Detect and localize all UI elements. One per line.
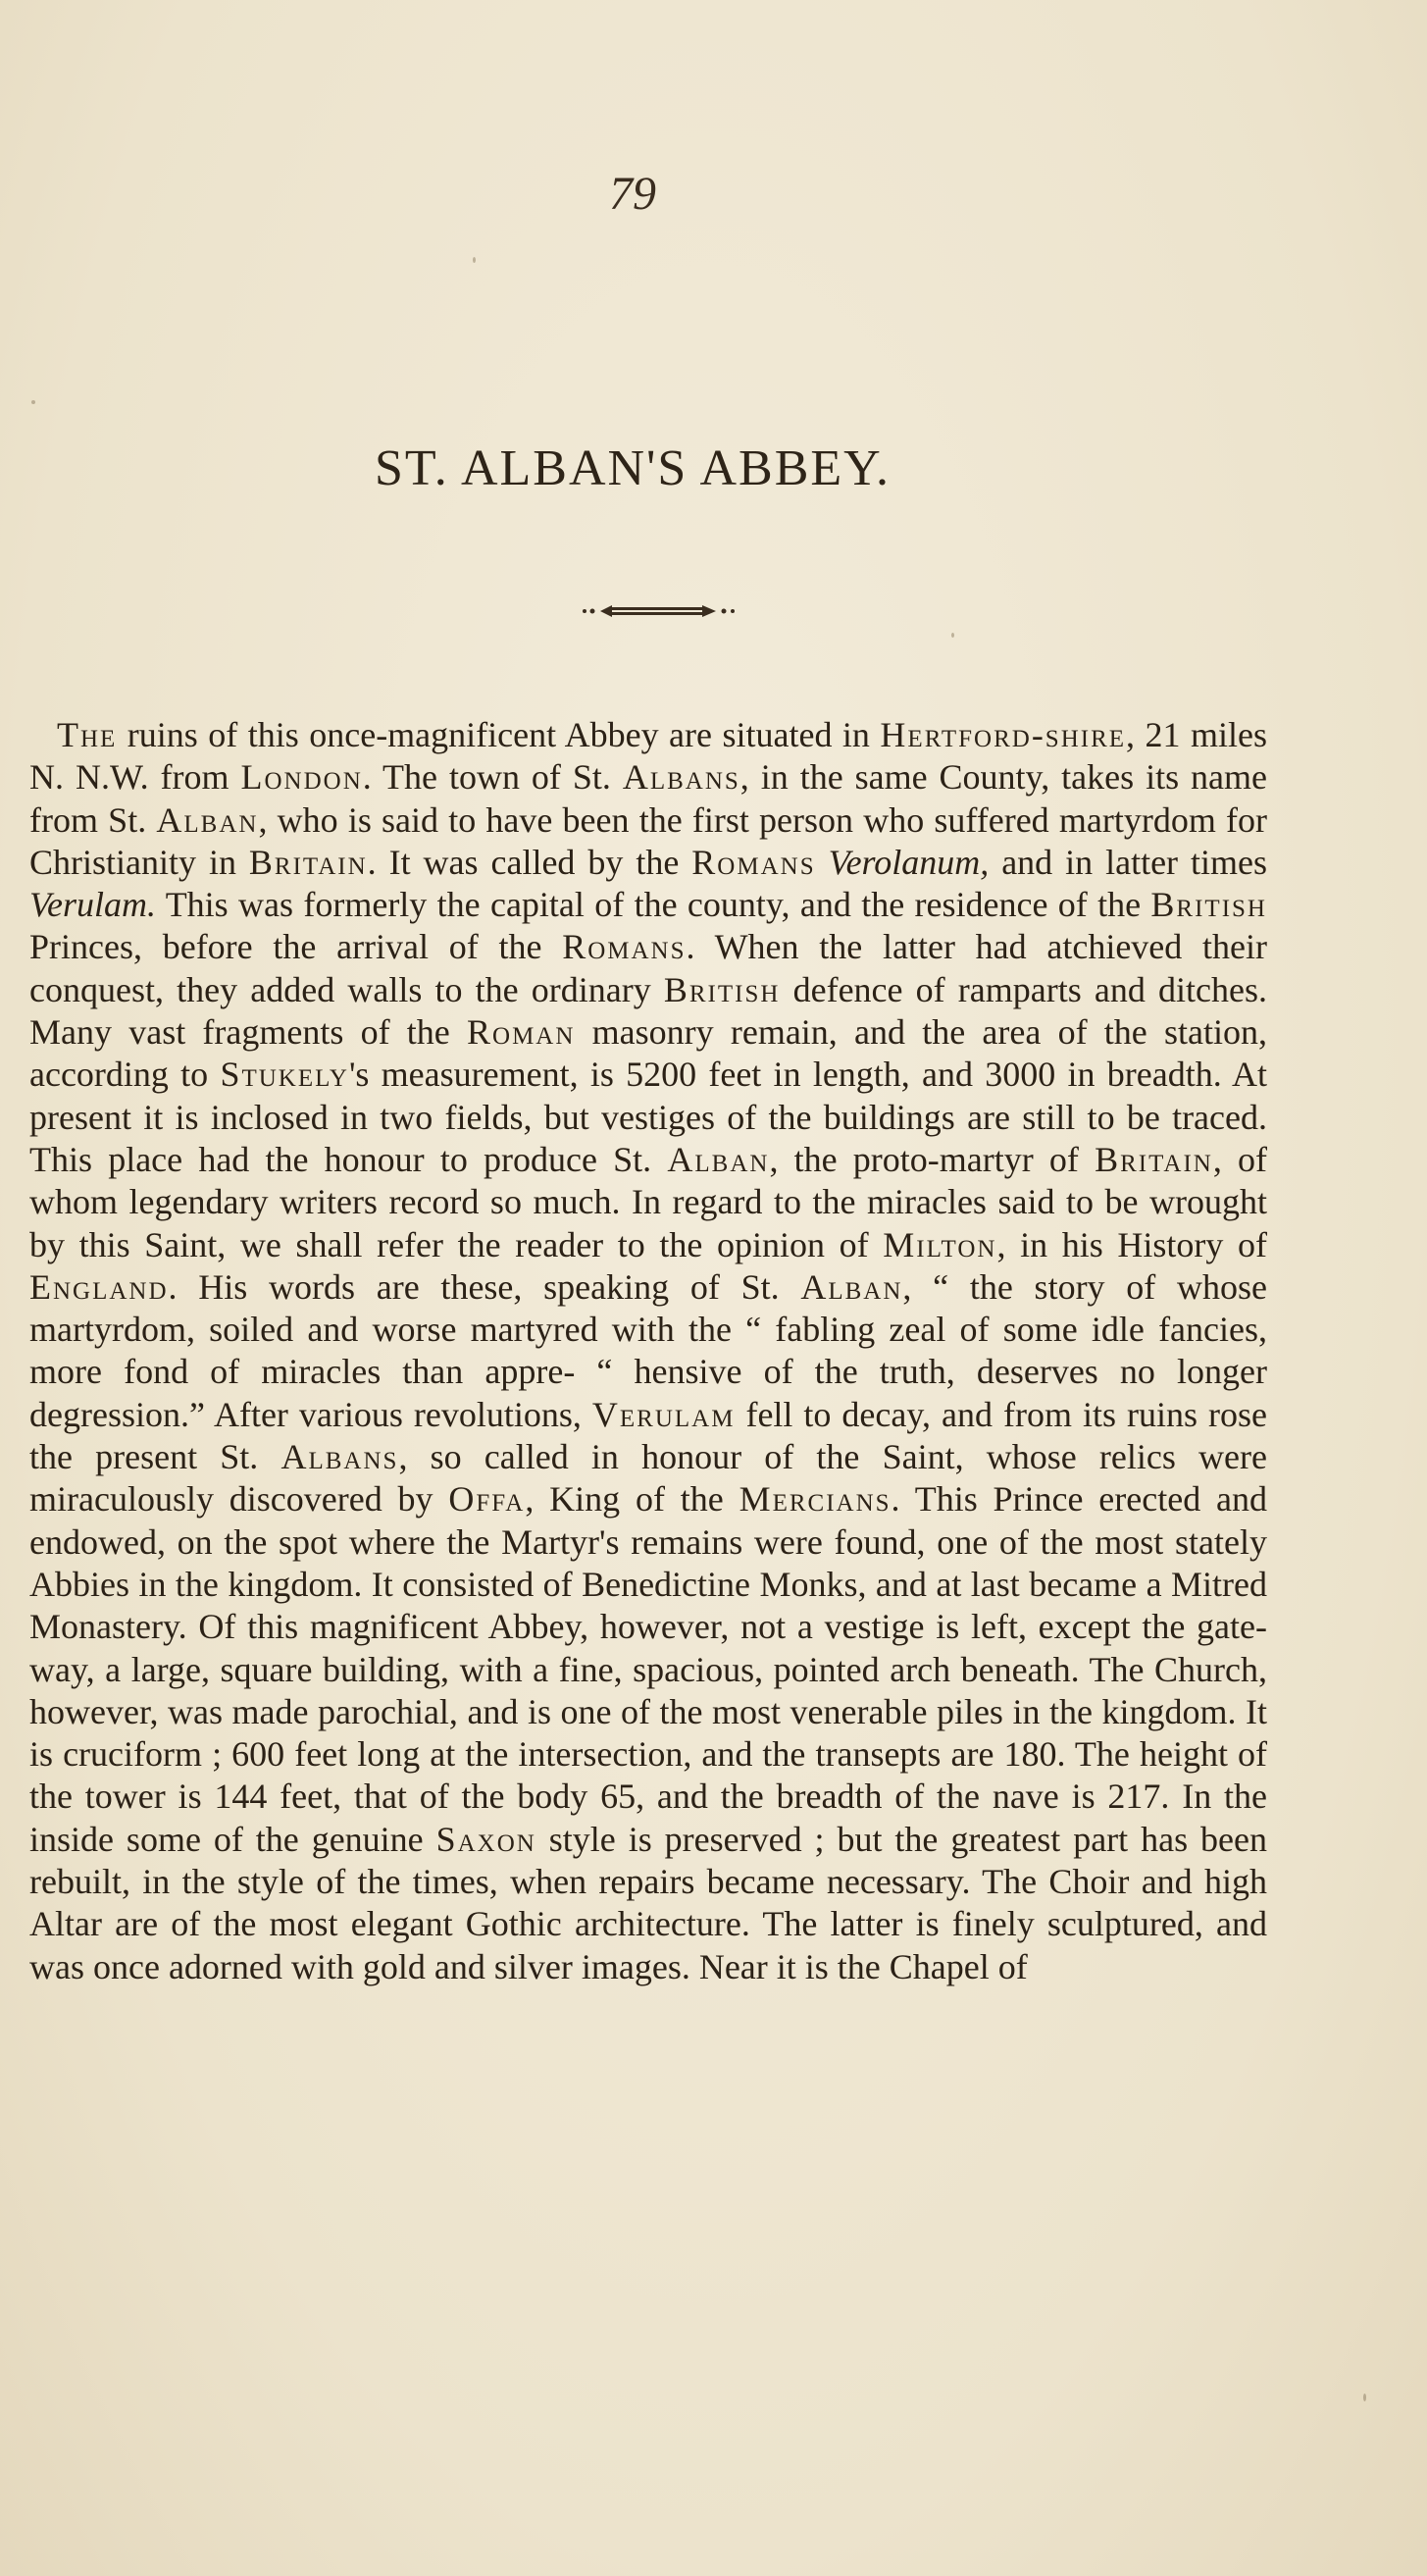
text-run xyxy=(816,843,829,882)
text-run: , so called in honour of the Saint, whose relics were miraculously discovered by xyxy=(29,1437,1267,1520)
lead-word: The xyxy=(57,715,118,754)
latin-name: Verulam. xyxy=(29,885,156,925)
paper-speck xyxy=(473,257,476,263)
paper-speck xyxy=(31,400,35,404)
latin-name: Verolanum, xyxy=(828,842,990,882)
place-name: Britain xyxy=(248,842,368,882)
text-run: , King of the xyxy=(525,1479,739,1520)
person-name: Alban xyxy=(156,799,259,840)
text-run: Princes, before the arrival of the xyxy=(29,927,563,967)
page-number: 79 xyxy=(609,168,656,220)
place-name: Britain xyxy=(1095,1139,1213,1179)
person-name: Stukely xyxy=(220,1055,349,1095)
place-name: Albans xyxy=(280,1437,399,1477)
body-paragraph xyxy=(29,714,1267,1988)
text-run: . The town of St. xyxy=(362,757,623,798)
people-name: Romans xyxy=(562,927,687,967)
text-run: style is preserved ; but the greatest part has been rebuilt, in the style of the times, when repairs became necessary. The Choir and high Altar are of the most elegant Gothic architecture. The latter is finely sculptured, and was once adorned with gold and silver images. Near it is the Chapel of xyxy=(29,1819,1267,1986)
page-title: ST. ALBAN'S ABBEY. xyxy=(374,440,891,496)
text-run: masonry remain, and the area of the station, according to xyxy=(29,1012,1267,1095)
text-run: 's measurement, is 5200 feet in length, and 3000 in breadth. At present it is inclosed in two fields, but vestiges of the buildings are still to be traced. This place had the honour to produce St. xyxy=(29,1055,1267,1179)
person-name: Milton xyxy=(883,1224,997,1264)
person-name: Offa xyxy=(448,1479,526,1520)
text-run: , who is said to have been the first person who suffered martyrdom for Christianity in xyxy=(29,799,1267,882)
body-text xyxy=(29,714,1267,1988)
text-run: , the proto-martyr of xyxy=(769,1139,1096,1179)
place-name: London xyxy=(240,757,363,798)
text-run: fell to decay, and from its ruins rose the present St. xyxy=(29,1394,1267,1477)
people-name: British xyxy=(1150,885,1267,925)
paper-speck xyxy=(1363,2394,1366,2401)
text-run: ruins of this once-magnificent Abbey are situated in xyxy=(117,715,881,754)
place-name: Verulam xyxy=(591,1394,736,1434)
text-run: , of whom legendary writers record so much. In regard to the miracles said to be wrought by this Saint, we shall refer the reader to the opinion of xyxy=(29,1139,1268,1264)
people-name: Mercians xyxy=(739,1479,892,1520)
place-name: Hertford-shire xyxy=(880,715,1127,754)
people-name: Romans xyxy=(691,842,816,882)
paper-speck xyxy=(951,633,954,638)
people-name: Roman xyxy=(467,1012,576,1053)
text-run: . His words are these, speaking of St. xyxy=(168,1266,801,1307)
text-run: , in his History of xyxy=(996,1224,1267,1264)
ornament-divider xyxy=(579,600,740,620)
text-run: , “ the story of whose martyrdom, soiled and worse martyred with the “ fabling zeal of some idle fancies, more fond of miracles than appre- “ hensive of the truth, deserves no longer degression.” After various revolutions, xyxy=(29,1266,1267,1434)
text-run: . It was called by the xyxy=(367,842,692,882)
person-name: Alban xyxy=(667,1139,770,1179)
text-run: , in the same County, takes its name from St. xyxy=(29,757,1267,840)
text-run: . When the latter had atchieved their conquest, they added walls to the ordinary xyxy=(29,927,1267,1009)
text-run: and in latter times xyxy=(989,842,1267,882)
person-name: Alban xyxy=(800,1266,903,1307)
text-run: This was formerly the capital of the county, and the residence of the xyxy=(156,885,1151,925)
text-run: . This Prince erected and endowed, on the spot where the Martyr's remains were found, one of the most stately Abbies in the kingdom. It consisted of Benedictine Monks, and at last became a Mitred Monastery. Of this magnificent Abbey, however, not a vestige is left, except the gate-way, a large, square building, with a fine, spacious, pointed arch beneath. The Church, however, was made parochial, and is one of the most venerable piles in the kingdom. It is cruciform ; 600 feet long at the intersection, and the transepts are 180. The height of the tower is 144 feet, that of the body 65, and the breadth of the nave is 217. In the inside some of the genuine xyxy=(29,1479,1267,1859)
place-name: Albans xyxy=(622,757,740,798)
people-name: British xyxy=(663,969,781,1009)
place-name: England xyxy=(29,1266,169,1307)
text-run: defence of ramparts and ditches. Many vast fragments of the xyxy=(29,969,1267,1053)
text-run: , 21 miles N. N.W. from xyxy=(29,715,1267,798)
people-name: Saxon xyxy=(435,1819,536,1859)
